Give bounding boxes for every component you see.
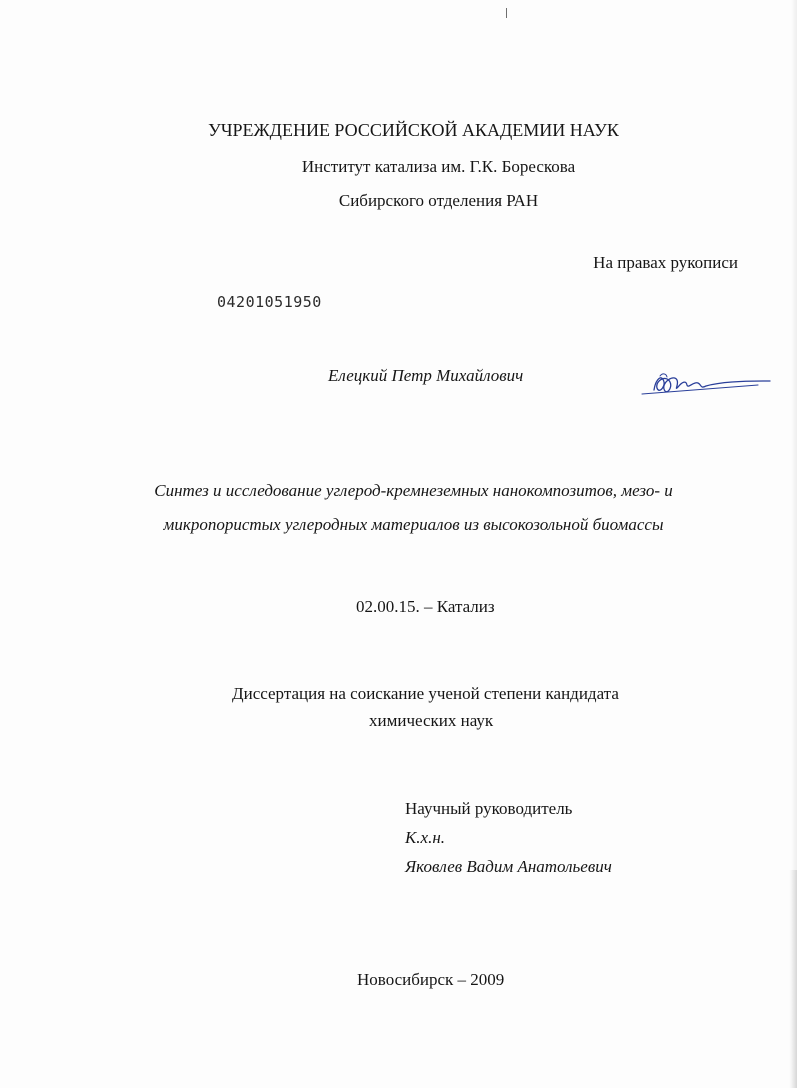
- inventory-number-stamp: 04201051950: [217, 293, 322, 311]
- institution-heading: УЧРЕЖДЕНИЕ РОССИЙСКОЙ АКАДЕМИИ НАУК: [208, 120, 619, 140]
- dissertation-title-line-2: микропористых углеродных материалов из высокозольной биомассы: [163, 515, 664, 534]
- supervisor-name: Яковлев Вадим Анатольевич: [405, 857, 612, 876]
- city-year: Новосибирск – 2009: [357, 970, 505, 989]
- degree-statement-line-1: Диссертация на соискание ученой степени кандидата: [232, 684, 619, 703]
- scan-edge-shadow-lower: [789, 870, 797, 1088]
- supervisor-label: Научный руководитель: [405, 799, 573, 818]
- specialty-code: 02.00.15. – Катализ: [356, 597, 495, 616]
- institute-name: Институт катализа им. Г.К. Борескова: [301, 157, 576, 176]
- handwritten-signature-icon: [640, 368, 774, 402]
- manuscript-rights-note: На правах рукописи: [593, 253, 738, 272]
- scan-mark: [506, 8, 507, 18]
- supervisor-degree: К.х.н.: [405, 828, 446, 847]
- author-name: Елецкий Петр Михайлович: [328, 366, 524, 385]
- degree-statement-line-2: химических наук: [369, 711, 494, 730]
- dissertation-title-line-1: Синтез и исследование углерод-кремнеземных нанокомпозитов, мезо- и: [154, 481, 673, 500]
- branch-name: Сибирского отделения РАН: [338, 191, 539, 210]
